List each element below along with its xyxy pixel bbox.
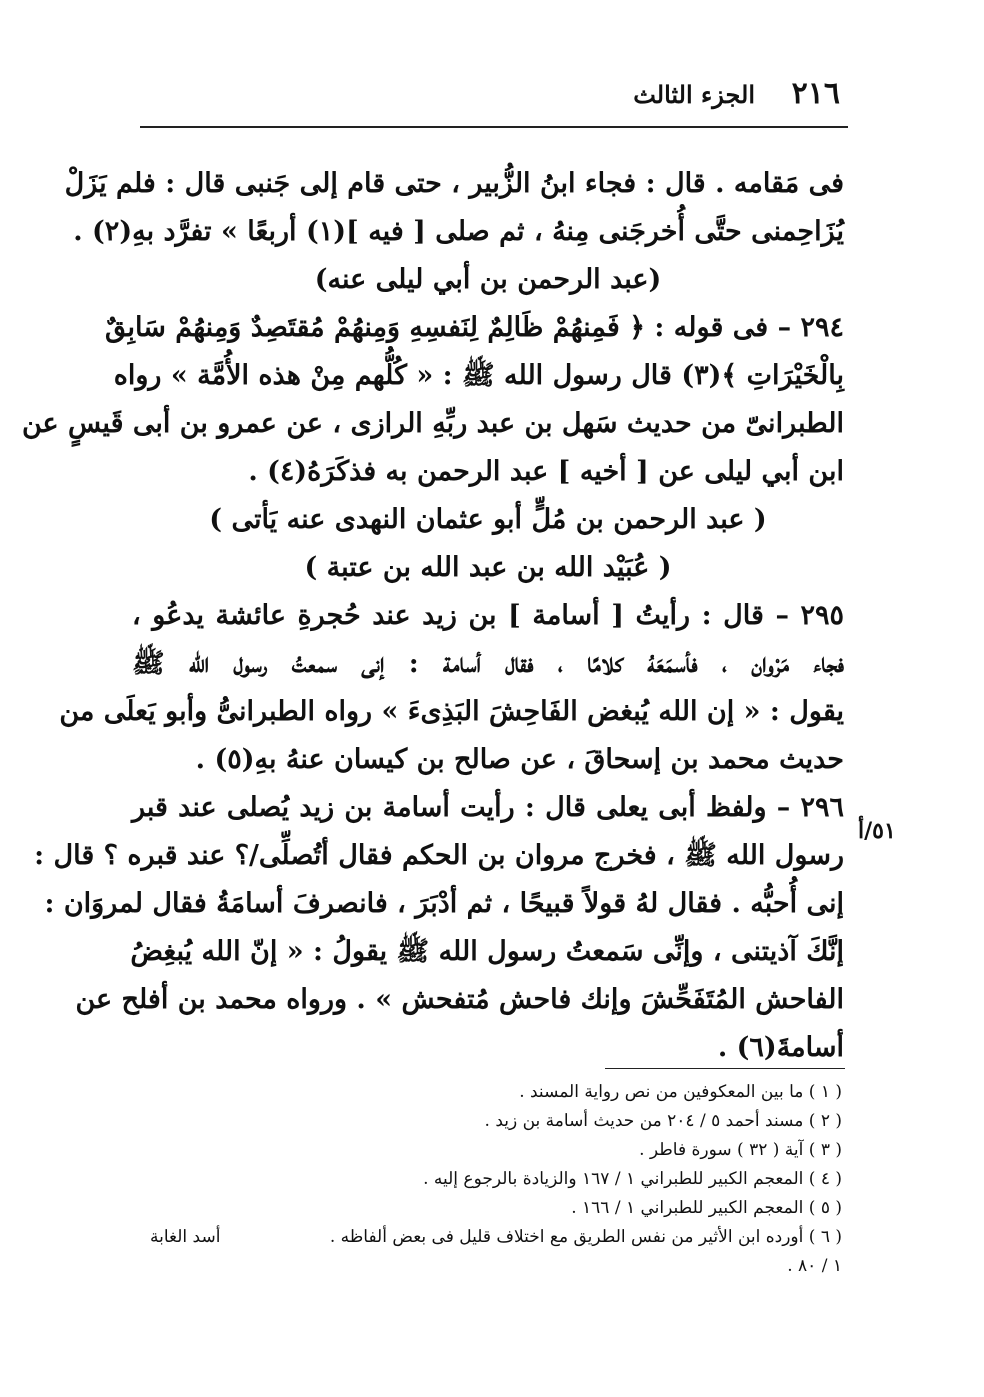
main-text [21,160,844,1072]
footnote-row [150,1223,842,1252]
text-line: حديث محمد بن إسحاقَ ، عن صالح بن كيسان عنهُ بهِ(٥) . [195,744,844,775]
footnote: ١ / ٨٠ . [787,1256,842,1276]
text-line: يقول : « إن الله يُبغض الفَاحِشَ البَذِىءَ » رواه الطبرانىُّ وأبو يَعلَى من [59,696,844,727]
text-line: فجاء مَرْوان ، فأسمَعَهُ كلامًا ، فقال أسامة : إنى سمعتُ رسول الله ﷺ [132,648,844,679]
footnote-rule [605,1068,845,1069]
footnote: ( ٤ ) المعجم الكبير للطبراني ١ / ١٦٧ والزيادة بالرجوع إليه . [423,1169,842,1189]
section-heading: (عبد الرحمن بن أبي ليلى عنه) [314,264,662,295]
text-line: بِالْخَيْرَاتِ ﴾(٣) قال رسول الله ﷺ : « كُلُّهم مِنْ هذه الأُمَّة » رواه [113,360,844,391]
text-line: ٢٩٦ – ولفظ أبى يعلى قال : رأيت أسامة بن زيد يُصلى عند قبر [132,792,844,823]
page-header [140,76,840,116]
footnotes [150,1078,842,1281]
footnote: ( ٥ ) المعجم الكبير للطبراني ١ / ١٦٦ . [571,1198,842,1218]
footnote: ( ٢ ) مسند أحمد ٥ / ٢٠٤ من حديث أسامة بن زيد . [484,1111,842,1131]
part-title: الجزء الثالث [633,80,755,109]
footnote: ( ١ ) ما بين المعكوفين من نص رواية المسند . [519,1082,842,1102]
text-line: ابن أبي ليلى عن [ أخيه ] عبد الرحمن به فذكَرَهُ(٤) . [248,456,844,487]
text-line: ٢٩٤ – فى قوله : ﴿ فَمِنهُمْ ظَالِمٌ لِنَفسِهِ وَمِنهُمْ مُقتَصِدٌ وَمِنهُمْ سَابِقٌ [104,312,844,343]
text-line: فى مَقامه . قال : فجاء ابنُ الزُّبير ، حتى قام إلى جَنبى قال : فلم يَزَلْ [64,168,844,199]
text-line: أسامةَ(٦) . [717,1032,844,1063]
text-line: الفاحش المُتَفَحِّشَ وإنك فاحش مُتفحش » . ورواه محمد بن أفلح عن [75,984,844,1015]
header-rule [140,126,848,128]
page-number: ٢١٦ [791,76,840,111]
text-line: رسول الله ﷺ ، فخرج مروان بن الحكم فقال أتُصلِّى/؟ عند قبره ؟ قال : [34,840,844,871]
text-line: يُزَاحِمنى حتَّى أُخرجَنى مِنهُ ، ثم صلى [ فيه ](١) أربعًا » تفرَّد بهِ(٢) . [73,216,844,247]
text-line: ٢٩٥ – قال : رأيتُ [ أسامة ] بن زيد عند حُجرةِ عائشة يدعُو ، [132,600,844,631]
margin-note: ٥١/أ [858,818,896,844]
text-line: إنَّكَ آذيتنى ، وإنِّى سَمعتُ رسول الله ﷺ يقولُ : « إنّ الله يُبغِضُ [130,936,844,967]
text-line: إنى أُحبُّه . فقال لهُ قولاً قبيحًا ، ثم أدْبَرَ ، فانصرفَ أسامَةُ فقال لمروَان : [44,888,844,919]
section-heading: ( عبد الرحمن بن مُلٍّ أبو عثمان النهدى عنه يَأتى ) [209,504,767,535]
section-heading: ( عُبَيْد الله بن عبد الله بن عتبة ) [304,552,672,583]
footnote-source: أسد الغابة [150,1227,221,1247]
footnote: ( ٣ ) آية ( ٣٢ ) سورة فاطر . [639,1140,842,1160]
text-line: الطبرانىّ من حديث سَهل بن عبد ربِّهِ الرازى ، عن عمرو بن أبى قَيسٍ عن [21,408,844,439]
footnote: ( ٦ ) أورده ابن الأثير من نفس الطريق مع اختلاف قليل فى بعض ألفاظه . [329,1227,842,1247]
